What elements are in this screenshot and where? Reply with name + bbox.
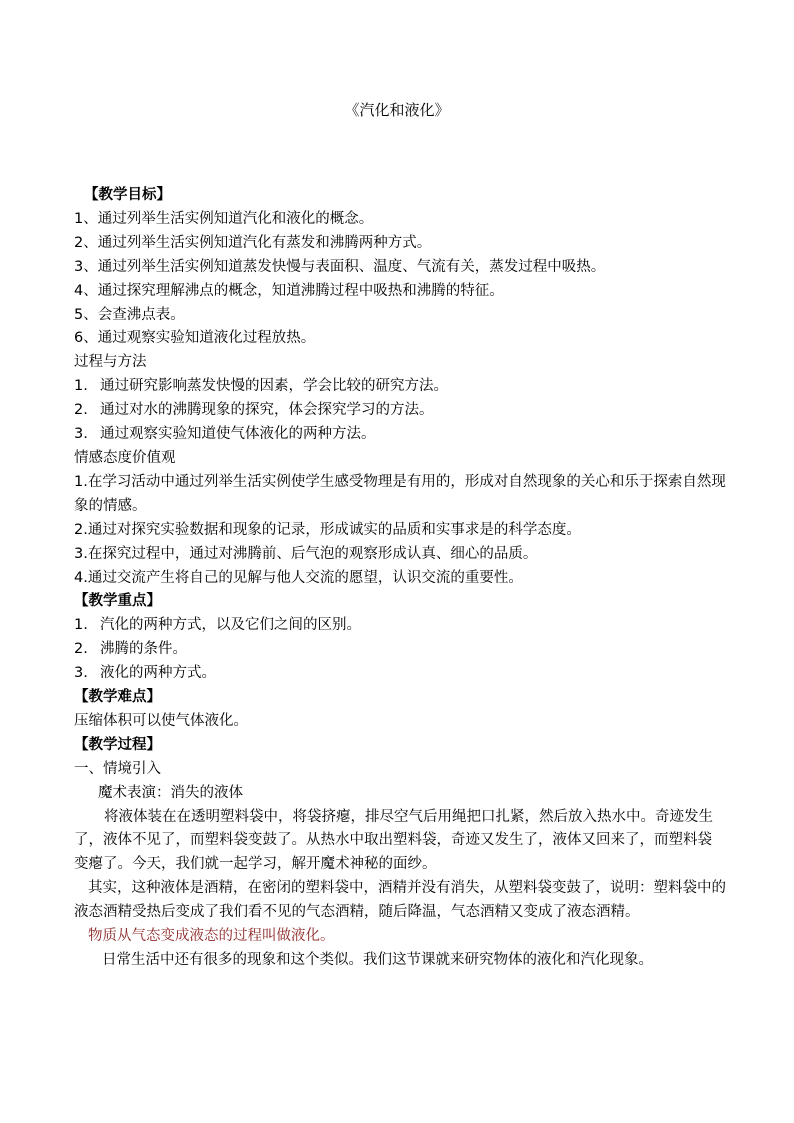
- paragraph: [74, 877, 726, 925]
- item-number: 3.: [74, 426, 88, 443]
- paragraph: 日常生活中还有很多的现象和这个类似。我们这节课就来研究物体的液化和汽化现象。: [102, 952, 653, 968]
- item-number: 2.: [74, 641, 88, 658]
- paragraph-text: 将液体装在在透明塑料袋中，将袋挤瘪，排尽空气后用绳把口扎紧，然后放入热水中。奇迹发生了，液体不见了，而塑料袋变鼓了。从热水中取出塑料袋，奇迹又发生了，液体又回来了，而塑料袋变瘪了。今天，我们就一起学习，解开魔术神秘的面纱。: [74, 808, 713, 873]
- process-method-item: [74, 375, 726, 399]
- item-number: 2.: [74, 402, 88, 419]
- emotion-item: 2.通过对探究实验数据和现象的记录，形成诚实的品质和实事求是的科学态度。: [74, 521, 581, 538]
- document-title: 《汽化和液化》: [344, 101, 450, 119]
- difficulties-heading: 【教学难点】: [74, 689, 161, 706]
- item-text: 汽化的两种方式，以及它们之间的区别。: [100, 617, 361, 634]
- emotion-heading: 情感态度价值观: [74, 449, 176, 466]
- knowledge-item: 1、通过列举生活实例知道汽化和液化的概念。: [74, 210, 374, 227]
- process-method-item: [74, 423, 726, 447]
- magic-show-title: 魔术表演：消失的液体: [98, 784, 243, 801]
- process-method-heading: 过程与方法: [74, 354, 147, 371]
- item-number: 1.: [74, 617, 88, 634]
- knowledge-item: 3、通过列举生活实例知道蒸发快慢与表面积、温度、气流有关，蒸发过程中吸热。: [74, 258, 606, 275]
- knowledge-item: 2、通过列举生活实例知道汽化有蒸发和沸腾两种方式。: [74, 234, 432, 251]
- knowledge-item: 4、通过探究理解沸点的概念，知道沸腾过程中吸热和沸腾的特征。: [74, 282, 504, 299]
- item-text: 液化的两种方式。: [100, 665, 216, 682]
- key-point-item: [74, 662, 726, 686]
- key-points-heading: 【教学重点】: [74, 593, 161, 610]
- paragraph: [74, 806, 726, 878]
- emotion-item: 1.在学习活动中通过列举生活实例使学生感受物理是有用的，形成对自然现象的关心和乐于探索自然现象的情感。: [74, 473, 726, 514]
- process-method-item: [74, 399, 726, 423]
- difficulty-text: 压缩体积可以使气体液化。: [74, 712, 248, 729]
- item-number: 1.: [74, 378, 88, 395]
- objectives-heading: 【教学目标】: [84, 187, 171, 203]
- document-body: [74, 184, 726, 973]
- item-text: 通过对水的沸腾现象的探究，体会探究学习的方法。: [100, 402, 434, 419]
- item-text: 通过研究影响蒸发快慢的因素，学会比较的研究方法。: [100, 378, 448, 395]
- emotion-item: 4.通过交流产生将自己的见解与他人交流的愿望，认识交流的重要性。: [74, 569, 523, 586]
- emotion-item: 3.在探究过程中，通过对沸腾前、后气泡的观察形成认真、细心的品质。: [74, 545, 538, 562]
- item-text: 通过观察实验知道使气体液化的两种方法。: [100, 426, 376, 443]
- item-number: 3.: [74, 665, 88, 682]
- knowledge-item: 5、会查沸点表。: [74, 306, 185, 323]
- key-point-item: [74, 638, 726, 662]
- section-intro: 一、情境引入: [74, 760, 161, 777]
- liquefaction-definition: 物质从气态变成液态的过程叫做液化。: [88, 928, 335, 945]
- teaching-process-heading: 【教学过程】: [74, 736, 161, 753]
- item-text: 沸腾的条件。: [100, 641, 187, 658]
- key-point-item: [74, 614, 726, 638]
- paragraph-text: 其实，这种液体是酒精，在密闭的塑料袋中，酒精并没有消失，从塑料袋变鼓了，说明：塑料袋中的液态酒精受热后变成了我们看不见的气态酒精，随后降温，气态酒精又变成了液态酒精。: [74, 880, 726, 921]
- knowledge-item: 6、通过观察实验知道液化过程放热。: [74, 330, 316, 347]
